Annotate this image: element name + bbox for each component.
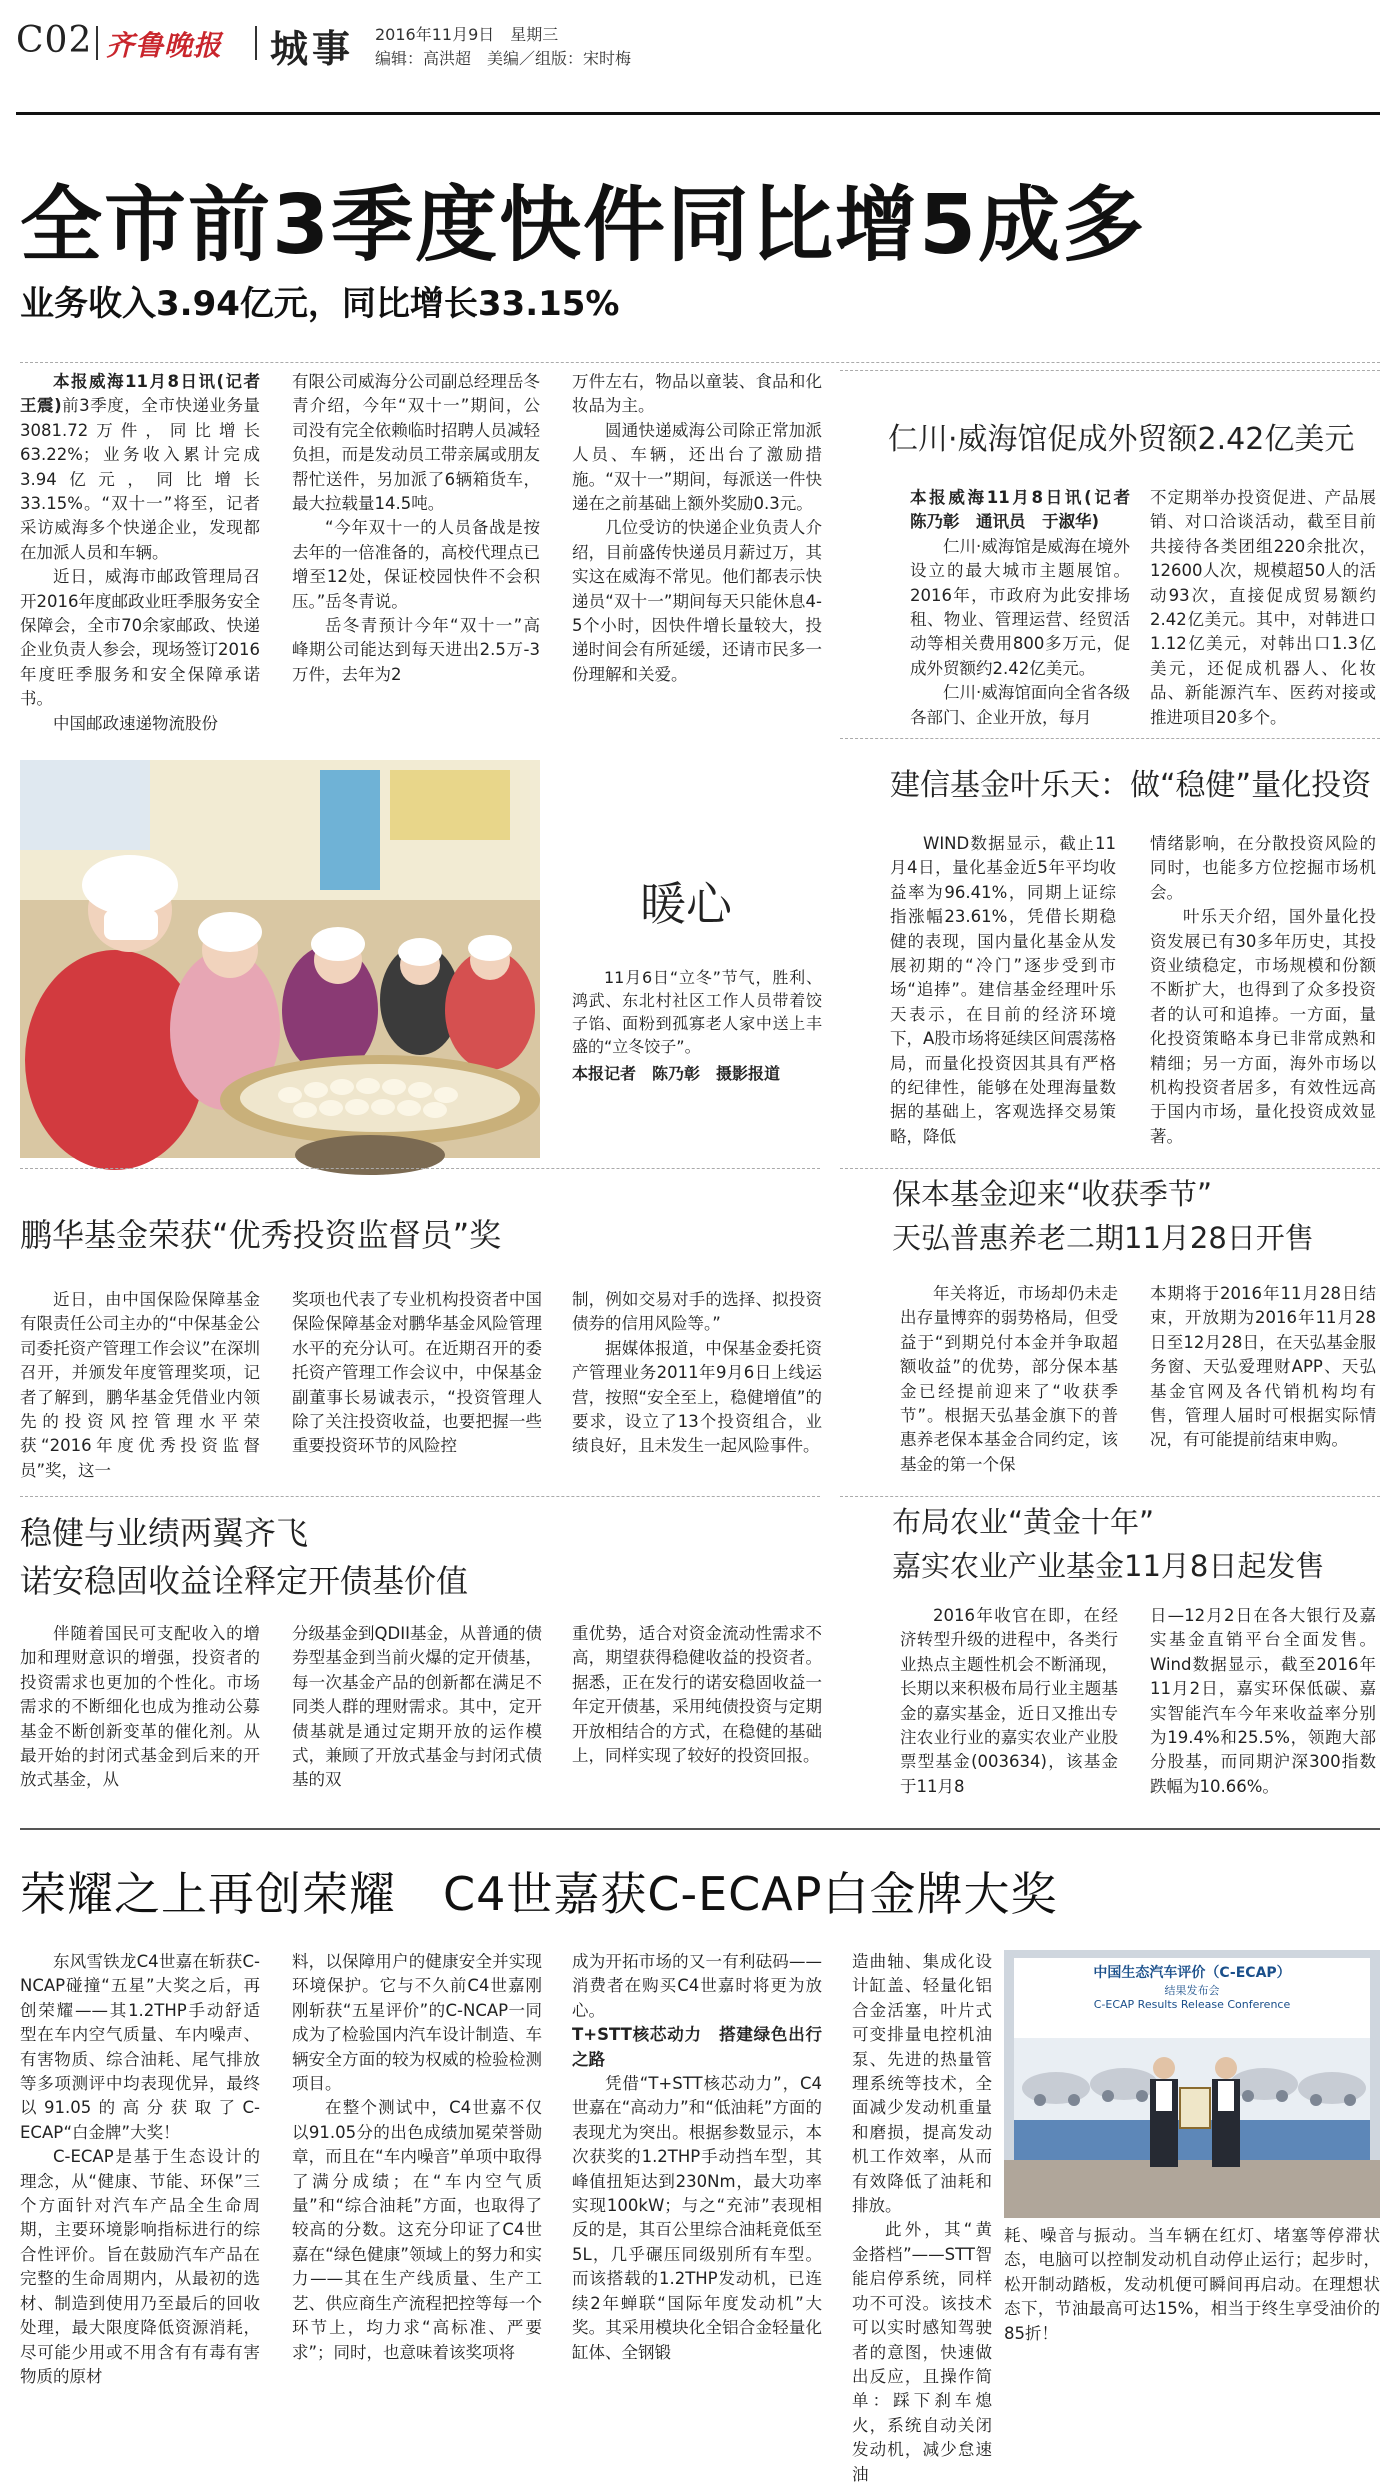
nuoan-paragraph: 伴随着国民可支配收入的增加和理财意识的增强，投资者的投资需求也更加的个性化。市场需求的不断细化也成为推动公募基金不断创新变革的催化剂。从最开始的封闭式基金到后来的开放式基金，从 (20, 1624, 260, 1790)
lead-column-3 (572, 370, 822, 722)
car-paragraph: 此外，其“黄金搭档”——STT智能启停系统，同样功不可没。该技术可以实时感知驾驶者的意图，快速做出反应，且操作简单：踩下刹车熄火，系统自动关闭发动机，减少怠速油 (852, 2220, 992, 2484)
car-subheading: T+STT核芯动力 搭建绿色出行之路 (572, 2025, 822, 2069)
lead-paragraph: 圆通快递威海公司除正常加派人员、车辆，还出台了激励措施。“双十一”期间，每派送一件快递在之前基础上额外奖励0.3元。 (572, 420, 822, 514)
lead-paragraph: 几位受访的快递企业负责人介绍，目前盛传快递员月薪过万，其实这在威海不常见。他们都表示快递员“双十一”期间每天只能休息4-5个小时，因快件增长量较大，投递时间会有所延缓，还请市民多一份理解和关爱。 (572, 518, 822, 684)
nuoan-paragraph: 重优势，适合对资金流动性需求不高，期望获得稳健收益的投资者。据悉，正在发行的诺安稳固收益一年定开债基，采用纯债投资与定期开放相结合的方式，在稳健的基础上，同样实现了较好的投资回报。 (572, 1624, 822, 1766)
penghua-column-3 (572, 1288, 822, 1488)
lead-paragraph: 岳冬青预计今年“双十一”高峰期公司能达到每天进出2.5万-3万件，去年为2 (292, 616, 540, 684)
nuoan-column-3 (572, 1622, 822, 1797)
car-column-5 (1004, 2224, 1380, 2386)
masthead-divider (255, 26, 257, 60)
harvest-column-2 (1150, 1604, 1376, 1799)
car-paragraph: 耗、噪音与振动。当车辆在红灯、堵塞等停滞状态，电脑可以控制发动机自动停止运行；起步时，松开制动踏板，发动机便可瞬间再启动。在理想状态下，节油最高可达15%，相当于终生享受油价的85折！ (1004, 2226, 1380, 2343)
car-paragraph: 在整个测试中，C4世嘉不仅以91.05分的出色成绩加冕荣誉勋章，而且在“车内噪音”单项中取得了满分成绩；在“车内空气质量”和“综合油耗”方面，也取得了较高的分数。这充分印证了C4世嘉在“绿色健康”领域上的努力和实力——其在生产线质量、生产工艺、供应商生产流程把控等每一个环节上，均力求“高标准、严要求”；同时，也意味着该奖项将 (292, 2098, 542, 2362)
ccb-column-2 (1150, 832, 1376, 1154)
lead-byline: 本报威海11月8日讯(记者 王震) (20, 372, 277, 416)
section-divider (20, 1168, 820, 1169)
renchuan-title: 仁川·威海馆促成外贸额2.42亿美元 (888, 422, 1355, 457)
masthead-rule (16, 112, 1380, 115)
banner-line-2: 结果发布会 (1164, 1984, 1220, 1997)
ccb-paragraph: WIND数据显示，截止11月4日，量化基金近5年平均收益率为96.41%，同期上证综指涨幅23.61%，凭借长期稳健的表现，国内量化基金从发展初期的“冷门”逐步受到市场“追捧”。建信基金经理叶乐天表示，在目前的经济环境下，A股市场将延续区间震荡格局，而量化投资因其具有严格的纪律性，能够在处理海量数据的基础上，客观选择交易策略，降低 (890, 834, 1116, 1146)
baoben-paragraph: 年关将近，市场却仍未走出存量博弈的弱势格局，但受益于“到期兑付本金并争取超额收益”的优势，部分保本基金已经提前迎来了“收获季节”。根据天弘基金旗下的普惠养老保本基金合同约定，该基金的第一个保 (900, 1284, 1118, 1474)
car-paragraph: 成为开拓市场的又一有利砝码——消费者在购买C4世嘉时将更为放心。 (572, 1952, 822, 2020)
nuoan-title-1: 稳健与业绩两翼齐飞 (20, 1514, 309, 1552)
car-paragraph: 凭借“T+STT核芯动力”，C4世嘉在“高动力”和“低油耗”方面的表现尤为突出。根据参数显示，本次获奖的1.2THP手动挡车型，其峰值扭矩达到230Nm，最大功率实现100kW；与之“充沛”表现相反的是，其百公里综合油耗竟低至5L，几乎碾压同级别所有车型。而该搭载的1.2THP发动机，已连续2年蝉联“国际年度发动机”大奖。其采用模块化全铝合金轻量化缸体、全钢锻 (572, 2074, 822, 2362)
lead-paragraph: 有限公司威海分公司副总经理岳冬青介绍，今年“双十一”期间，公司没有完全依赖临时招聘人员减轻负担，而是发动员工带亲属或朋友帮忙送件，另加派了6辆箱货车，最大拉载量14.5吨。 (292, 372, 540, 514)
harvest-title-2: 嘉实农业产业基金11月8日起发售 (892, 1549, 1325, 1583)
ccb-paragraph: 叶乐天介绍，国外量化投资发展已有30多年历史，其投资业绩稳定，市场规模和份额不断扩大，也得到了众多投资者的认可和追捧。一方面，量化投资策略本身已非常成熟和精细；另一方面，海外市场以机构投资者居多，有效性远高于国内市场，量化投资成效显著。 (1150, 907, 1376, 1146)
lead-subhead: 业务收入3.94亿元，同比增长33.15% (20, 284, 620, 324)
ccb-title: 建信基金叶乐天：做“稳健”量化投资 (890, 768, 1372, 803)
harvest-title-1: 布局农业“黄金十年” (892, 1505, 1155, 1539)
editor-credits: 编辑：高洪超 美编／组版：宋时梅 (375, 49, 632, 68)
nuoan-column-2 (292, 1622, 542, 1797)
penghua-column-2 (292, 1288, 542, 1488)
baoben-title-2: 天弘普惠养老二期11月28日开售 (892, 1221, 1314, 1255)
lead-headline: 全市前3季度快件同比增5成多 (20, 178, 1147, 273)
car-paragraph: 东风雪铁龙C4世嘉在斩获C-NCAP碰撞“五星”大奖之后，再创荣耀——其1.2THP手动舒适型在车内空气质量、车内噪声、有害物质、综合油耗、尾气排放等多项测评中均表现优异，最终以91.05的高分获取了C-ECAP“白金牌”大奖！ (20, 1952, 260, 2142)
section-divider (20, 362, 1380, 363)
lead-paragraph: 中国邮政速递物流股份 (53, 713, 218, 733)
penghua-paragraph: 奖项也代表了专业机构投资者中国保险保障基金对鹏华基金风险管理水平的充分认可。在近期召开的委托资产管理工作会议中，中保基金副董事长易诚表示，“投资管理人除了关注投资收益，也要把握一些重要投资环节的风险控 (292, 1290, 542, 1456)
renchuan-paragraph: 仁川·威海馆面向全省各级各部门、企业开放，每月 (910, 683, 1130, 727)
renchuan-paragraph: 不定期举办投资促进、产品展销、对口洽谈活动，截至目前共接待各类团组220余批次，12600人次，规模超50人的活动93次，直接促成贸易额约2.42亿美元。其中，对韩进口1.12亿美元，对韩出口1.3亿美元，还促成机器人、化妆品、新能源汽车、医药对接或推进项目20多个。 (1150, 488, 1376, 727)
penghua-column-1 (20, 1288, 260, 1488)
car-column-2 (292, 1950, 542, 2385)
issue-date: 2016年11月9日 星期三 (375, 25, 559, 44)
photo-caption (572, 966, 822, 1096)
nuoan-column-1 (20, 1622, 260, 1797)
car-column-4 (852, 1950, 992, 2484)
penghua-paragraph: 制，例如交易对手的选择、拟投资债券的信用风险等。” (572, 1290, 822, 1334)
section-divider (840, 1168, 1380, 1169)
lead-paragraph: 前3季度，全市快递业务量3081.72万件，同比增长63.22%；业务收入累计完成3.94亿元，同比增长33.15%。“双十一”将至，记者采访威海多个快递企业，发现都在加派人员和车辆。 (20, 396, 260, 562)
dumpling-photo (20, 760, 540, 1158)
masthead-divider (96, 26, 98, 60)
banner-line-3: C-ECAP Results Release Conference (1093, 1998, 1291, 2011)
photo-credit: 本报记者 陈乃彰 摄影报道 (572, 1064, 781, 1083)
baoben-column-1 (900, 1282, 1118, 1472)
car-paragraph: 造曲轴、集成化设计缸盖、轻量化铝合金活塞，叶片式可变排量电控机油泵、先进的热量管理系统等技术，全面减少发动机重量和磨损，提高发动机工作效率，从而有效降低了油耗和排放。 (852, 1952, 992, 2216)
harvest-column-1 (900, 1604, 1118, 1799)
penghua-paragraph: 近日，由中国保险保障基金有限责任公司主办的“中保基金公司委托资产管理工作会议”在深圳召开，并颁发年度管理奖项，记者了解到，鹏华基金凭借业内领先的投资风控管理水平荣获“2016年度优秀投资监督员”奖，这一 (20, 1290, 260, 1480)
baoben-title-1: 保本基金迎来“收获季节” (892, 1177, 1213, 1211)
harvest-paragraph: 日—12月2日在各大银行及嘉实基金直销平台全面发售。Wind数据显示，截至2016年11月2日，嘉实环保低碳、嘉实智能汽车今年来收益率分别为19.4%和25.5%，领跑大部分股基，而同期沪深300指数跌幅为10.66%。 (1150, 1606, 1376, 1796)
penghua-paragraph: 据媒体报道，中保基金委托资产管理业务2011年9月6日上线运营，按照“安全至上，稳健增值”的要求，设立了13个投资组合，业绩良好，且未发生一起风险事件。 (572, 1338, 822, 1456)
section-name: 城事 (270, 27, 355, 71)
section-rule (20, 1828, 1380, 1830)
section-divider (840, 370, 1380, 371)
lead-paragraph: “今年双十一的人员备战是按去年的一倍准备的，高校代理点已增至12处，保证校园快件不会积压。”岳冬青说。 (292, 518, 540, 611)
renchuan-byline: 本报威海11月8日讯(记者 陈乃彰 通讯员 于淑华) (910, 488, 1147, 532)
car-headline: 荣耀之上再创荣耀 C4世嘉获C-ECAP白金牌大奖 (20, 1867, 1058, 1921)
award-ceremony-photo (1004, 1950, 1380, 2218)
photo-caption-text: 11月6日“立冬”节气，胜利、鸿武、东北村社区工作人员带着饺子馅、面粉到孤寡老人家中送上丰盛的“立冬饺子”。 (572, 968, 822, 1056)
ccb-paragraph: 情绪影响，在分散投资风险的同时，也能多方位挖掘市场机会。 (1150, 834, 1376, 902)
section-divider (840, 738, 1380, 739)
baoben-paragraph: 本期将于2016年11月28日结束，开放期为2016年11月28日至12月28日，在天弘基金服务窗、天弘爱理财APP、天弘基金官网及各代销机构均有售，管理人届时可根据实际情况，有可能提前结束申购。 (1150, 1284, 1376, 1450)
car-paragraph: 料，以保障用户的健康安全并实现环境保护。它与不久前C4世嘉刚刚斩获“五星评价”的C-NCAP一同成为了检验国内汽车设计制造、车辆安全方面的较为权威的检验检测项目。 (292, 1952, 542, 2094)
lead-paragraph: 万件左右，物品以童装、食品和化妆品为主。 (572, 372, 822, 416)
renchuan-column-1 (910, 486, 1147, 727)
lead-column-2 (292, 370, 540, 722)
renchuan-column-2 (1150, 486, 1376, 727)
car-paragraph: C-ECAP是基于生态设计的理念，从“健康、节能、环保”三个方面针对汽车产品全生命周期，主要环境影响指标进行的综合性评价。旨在鼓励汽车产品在完整的生命周期内，从最初的选材、制造到使用乃至最后的回收处理，最大限度降低资源消耗，尽可能少用或不用含有有毒有害物质的原材 (20, 2147, 260, 2386)
section-divider (20, 1496, 820, 1497)
car-column-3 (572, 1950, 822, 2385)
lead-column-1 (20, 370, 277, 733)
baoben-column-2 (1150, 1282, 1376, 1472)
harvest-paragraph: 2016年收官在即，在经济转型升级的进程中，各类行业热点主题性机会不断涌现，长期以来积极布局行业主题基金的嘉实基金，近日又推出专注农业行业的嘉实农业产业股票型基金(003634)，该基金于11月8 (900, 1606, 1118, 1796)
nuoan-title-2: 诺安稳固收益诠释定开债基价值 (20, 1562, 469, 1600)
car-column-1 (20, 1950, 260, 2385)
dumpling-photo-image (20, 760, 540, 1158)
nuoan-paragraph: 分级基金到QDII基金，从普通的债券型基金到当前火爆的定开债基，每一次基金产品的创新都在满足不同类人群的理财需求。其中，定开债基就是通过定期开放的运作模式，兼顾了开放式基金与封闭式债基的双 (292, 1624, 542, 1790)
page-number: C02 (16, 20, 93, 61)
banner-line-1: 中国生态汽车评价（C-ECAP） (1093, 1965, 1291, 1981)
section-divider (840, 1496, 1380, 1497)
ccb-column-1 (890, 832, 1116, 1154)
penghua-title: 鹏华基金荣获“优秀投资监督员”奖 (20, 1216, 502, 1254)
newspaper-logo: 齐鲁晚报 (106, 29, 223, 62)
photo-caption-title: 暖心 (640, 877, 732, 931)
lead-paragraph: 近日，威海市邮政管理局召开2016年度邮政业旺季服务安全保障会，全市70余家邮政、快递企业负责人参会，现场签订2016年度旺季服务和安全保障承诺书。 (20, 567, 260, 709)
renchuan-paragraph: 仁川·威海馆是威海在境外设立的最大城市主题展馆。2016年，市政府为此安排场租、物业、管理运营、经贸活动等相关费用800多万元，促成外贸额约2.42亿美元。 (910, 536, 1130, 678)
